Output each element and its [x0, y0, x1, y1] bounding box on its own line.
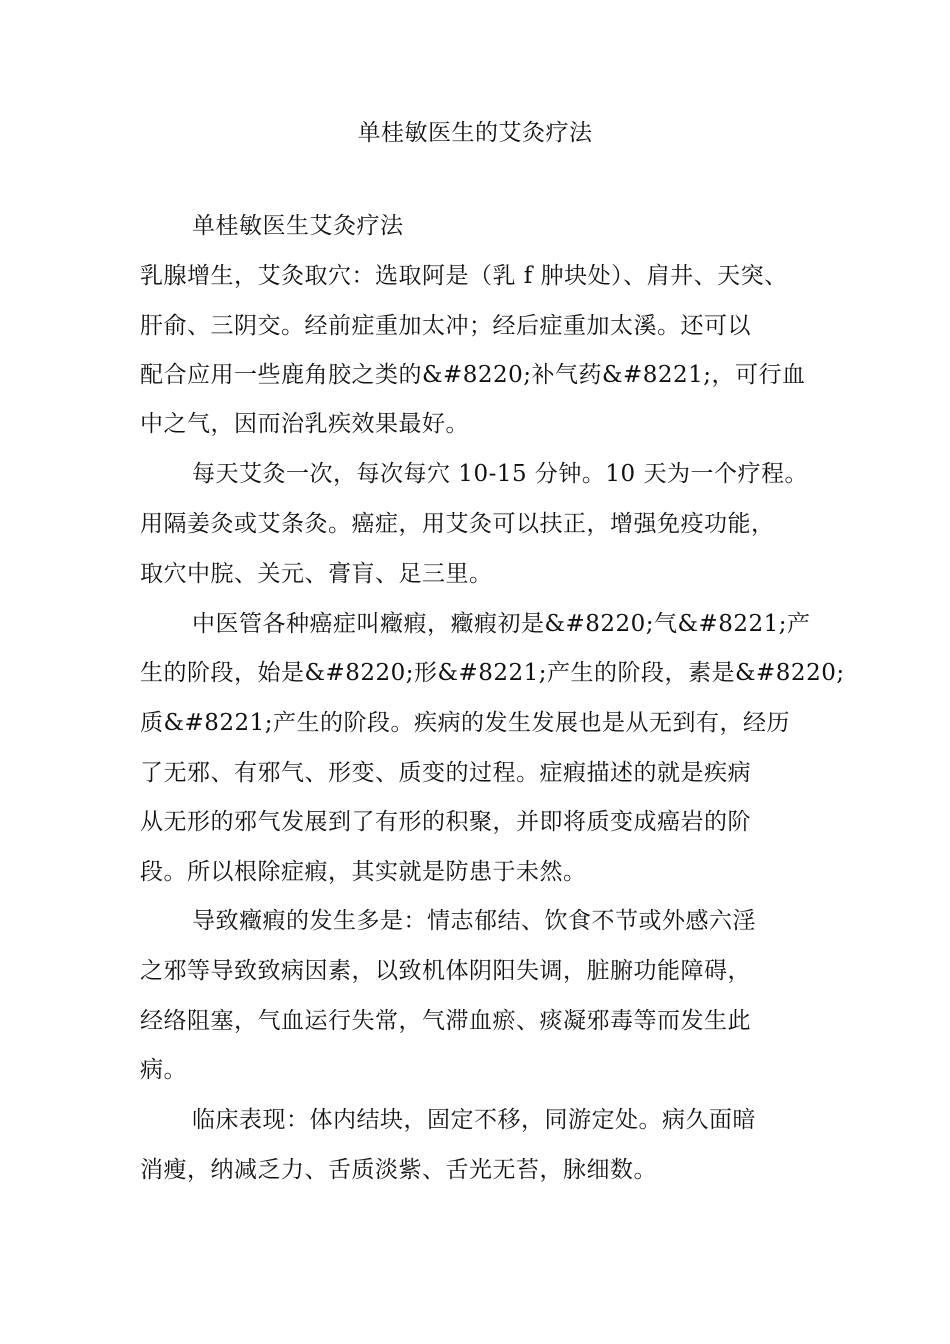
- text-line: 用隔姜灸或艾条灸。癌症，用艾灸可以扶正，增强免疫功能，: [140, 511, 775, 537]
- text-line: 从无形的邪气发展到了有形的积聚，并即将质变成癌岩的阶: [140, 809, 751, 835]
- section-heading: 单桂敏医生艾灸疗法: [192, 213, 404, 239]
- text-line: 段。所以根除症瘕，其实就是防患于未然。: [140, 859, 587, 885]
- text-line: 导致癥瘕的发生多是：情志郁结、饮食不节或外感六淫: [192, 908, 756, 934]
- text-line: 消瘦，纳减乏力、舌质淡紫、舌光无苔，脉细数。: [140, 1157, 657, 1183]
- text-line: 每天艾灸一次，每次每穴 10-15 分钟。10 天为一个疗程。: [192, 461, 809, 487]
- text-line: 临床表现：体内结块，固定不移，同游定处。病久面暗: [192, 1107, 756, 1133]
- text-line: 经络阻塞，气血运行失常，气滞血瘀、痰凝邪毒等而发生此: [140, 1008, 751, 1034]
- page-title: 单桂敏医生的艾灸疗法: [357, 120, 593, 146]
- text-line: 取穴中脘、关元、膏肓、足三里。: [140, 561, 493, 587]
- text-line: 中之气，因而治乳疾效果最好。: [140, 411, 469, 437]
- text-line: 配合应用一些鹿角胶之类的&#8220;补气药&#8221;，可行血: [140, 362, 806, 388]
- text-line: 病。: [140, 1057, 187, 1083]
- text-line: 之邪等导致致病因素，以致机体阴阳失调，脏腑功能障碍，: [140, 958, 751, 984]
- text-line: 中医管各种癌症叫癥瘕，癥瘕初是&#8220;气&#8221;产: [192, 611, 811, 637]
- text-line: 肝俞、三阴交。经前症重加太冲；经后症重加太溪。还可以: [140, 313, 751, 339]
- text-line: 生的阶段，始是&#8220;形&#8221;产生的阶段，素是&#8220;: [140, 660, 845, 686]
- text-line: 质&#8221;产生的阶段。疾病的发生发展也是从无到有，经历: [140, 710, 791, 736]
- text-line: 了无邪、有邪气、形变、质变的过程。症瘕描述的就是疾病: [140, 760, 751, 786]
- text-line: 乳腺增生，艾灸取穴：选取阿是（乳 f 肿块处）、肩井、天突、: [140, 263, 788, 289]
